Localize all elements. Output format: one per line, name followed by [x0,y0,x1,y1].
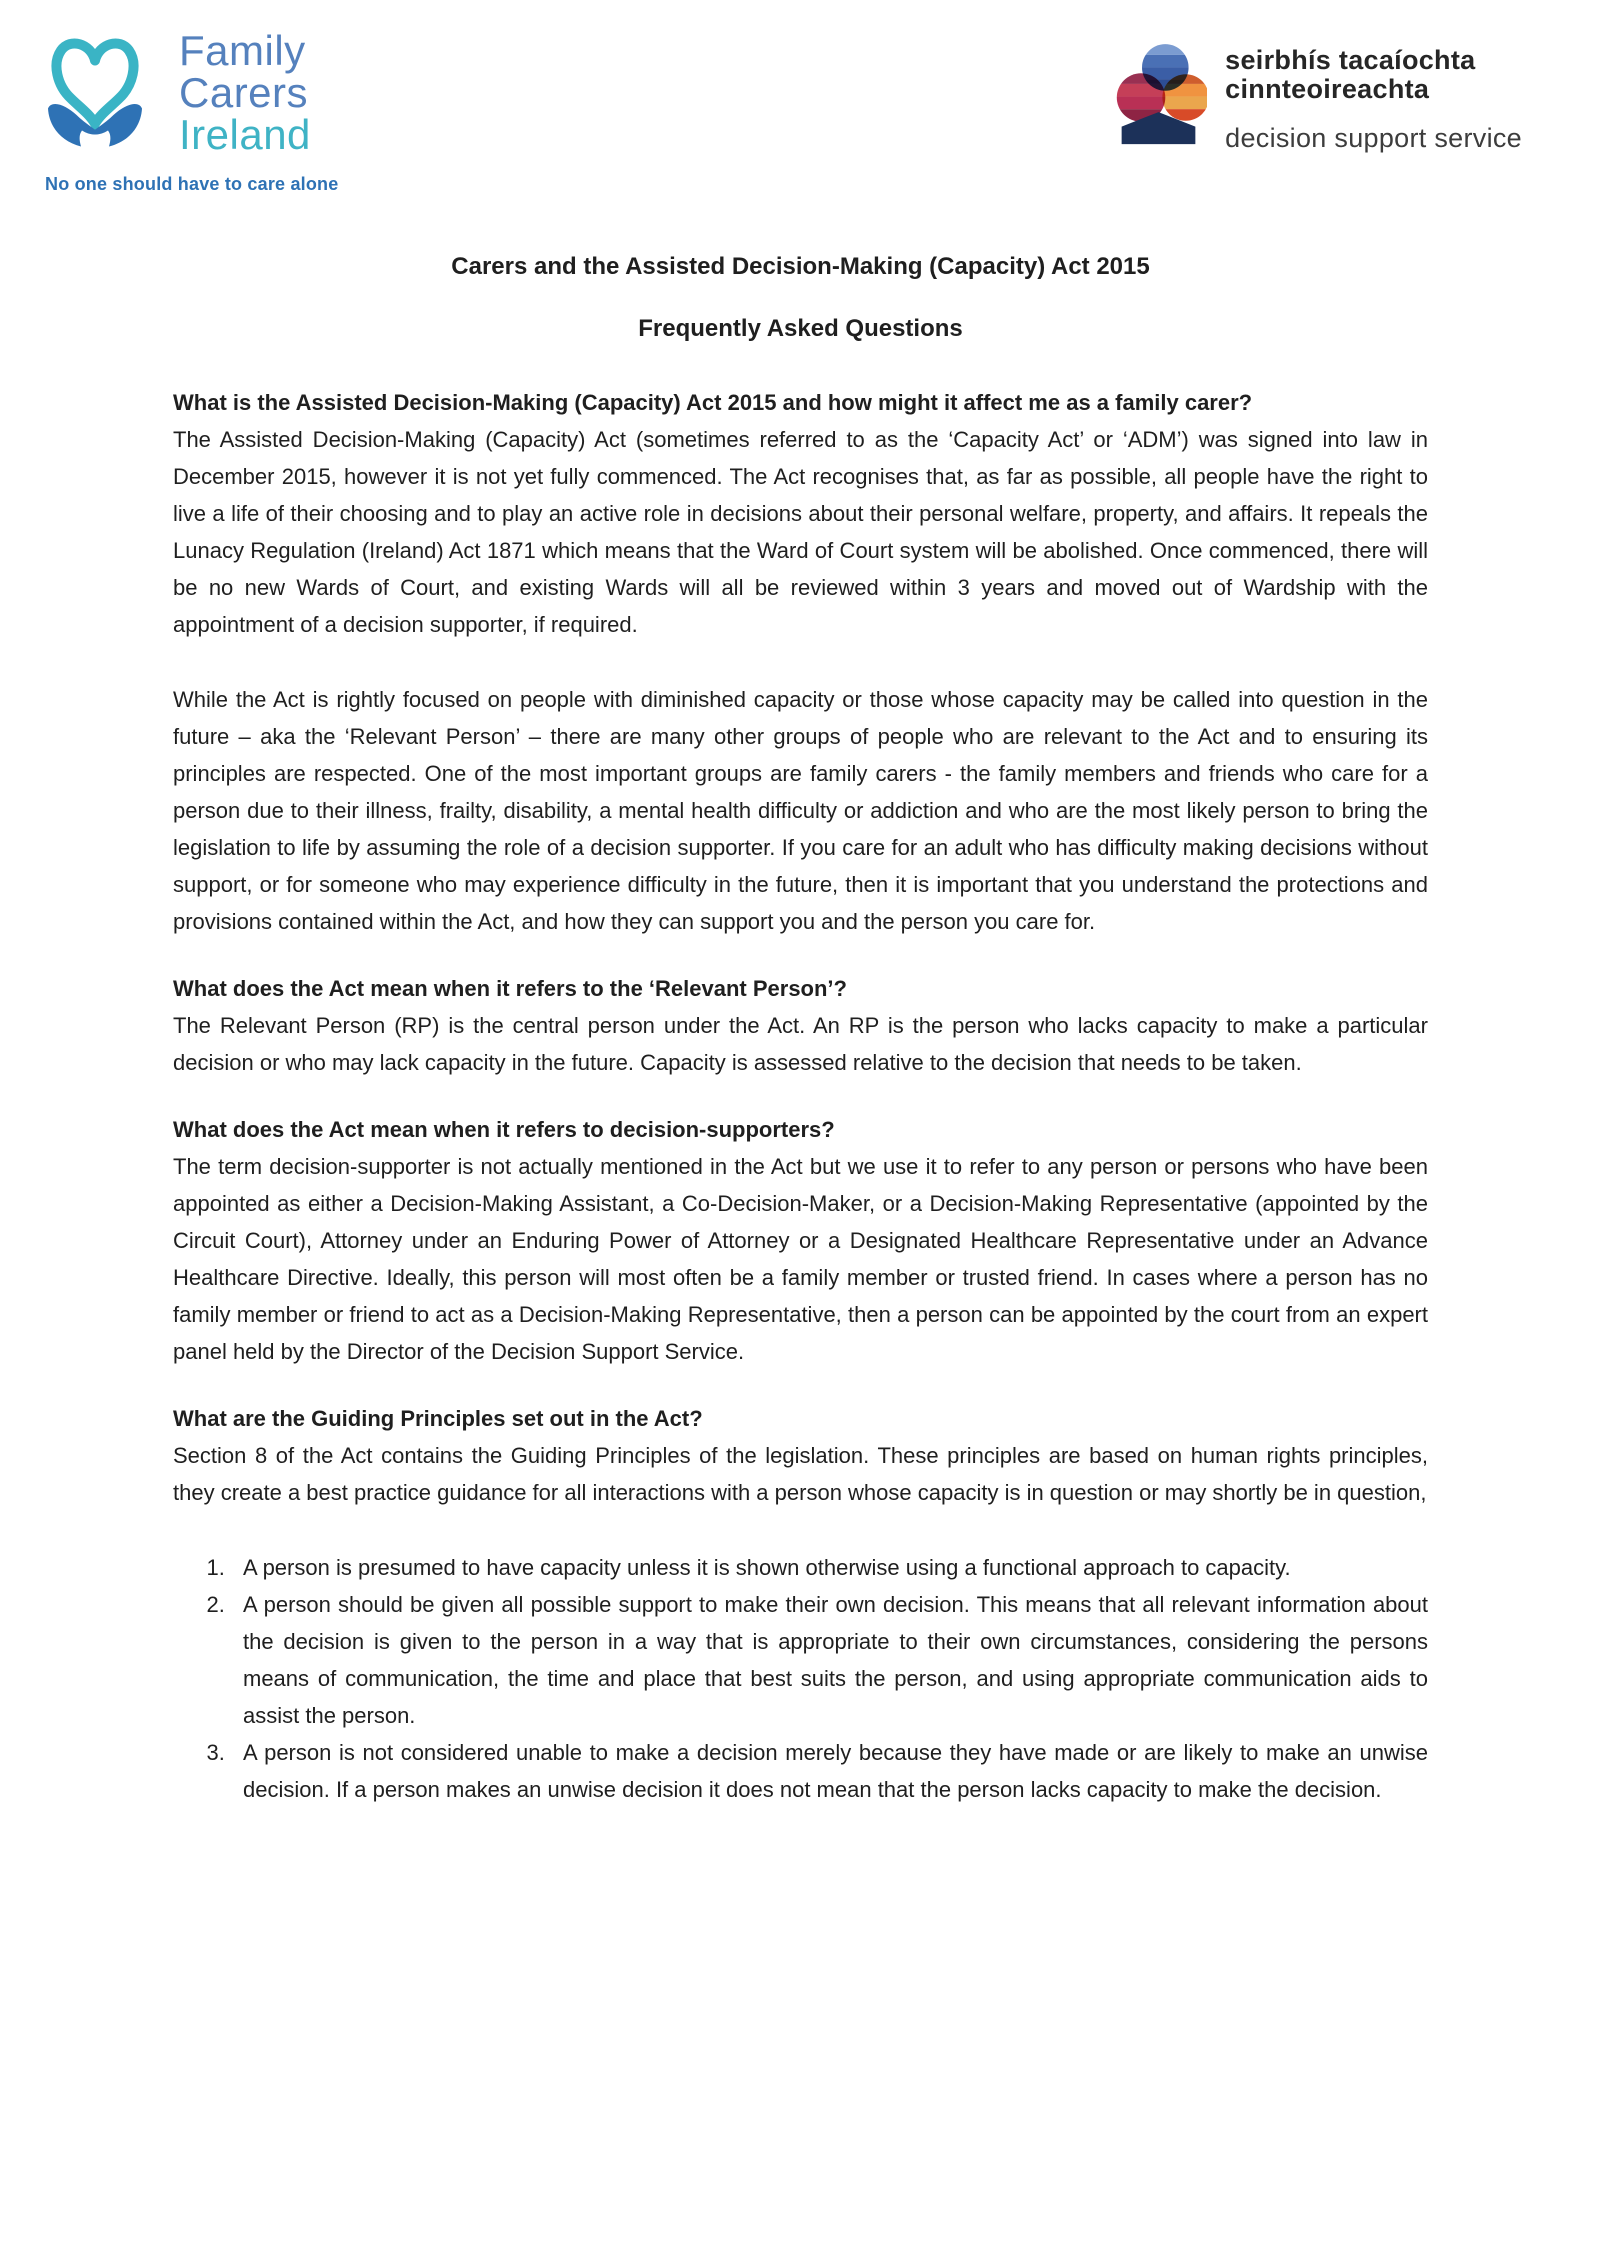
section-heading: What are the Guiding Principles set out in the Act? [173,1406,703,1431]
section-paragraph: The Relevant Person (RP) is the central person under the Act. An RP is the person who lacks capacity to make a particular decision or who may lack capacity in the future. Capacity is assessed relative to the decision that needs to be taken. [173,1013,1428,1075]
dss-irish-line: seirbhís tacaíochta [1225,45,1476,75]
section-heading: What does the Act mean when it refers to decision-supporters? [173,1117,835,1142]
fci-name-line: Family [179,27,306,74]
section-heading: What is the Assisted Decision-Making (Capacity) Act 2015 and how might it affect me as a family carer? [173,390,1253,415]
dss-english-line: decision support service [1225,123,1522,153]
faq-section-guiding-principles [173,1400,1428,1808]
guiding-principles-list [173,1549,1428,1808]
document-subtitle: Frequently Asked Questions [638,315,963,342]
section-paragraph: The Assisted Decision-Making (Capacity) Act (sometimes referred to as the ‘Capacity Act’ or ‘ADM’) was signed into law in December 2015, however it is not yet fully commenced. The Act recognises that, as far as possible, all people have the right to live a life of their choosing and to play an active role in decisions about their personal welfare, property, and affairs. It repeals the Lunacy Regulation (Ireland) Act 1871 which means that the Ward of Court system will be abolished. Once commenced, there will be no new Wards of Court, and existing Wards will all be reviewed within 3 years and moved out of Wardship with the appointment of a decision supporter, if required. [173,427,1428,637]
fci-tagline: No one should have to care alone [45,174,339,194]
fci-name-line: Carers [179,69,309,116]
section-paragraph: While the Act is rightly focused on people with diminished capacity or those whose capacity may be called into question in the future – aka the ‘Relevant Person’ – there are many other groups of people who are relevant to the Act and to ensuring its principles are respected. One of the most important groups are family carers - the family members and friends who care for a person due to their illness, frailty, disability, a mental health difficulty or addiction and who are the most likely person to bring the legislation to life by assuming the role of a decision supporter. If you care for an adult who has difficulty making decisions without support, or for someone who may experience difficulty in the future, then it is important that you understand the protections and provisions contained within the Act, and how they can support you and the person you care for. [173,687,1428,934]
list-item: 3. A person is not considered unable to make a decision merely because they have made or are likely to make an unwise decision. If a person makes an unwise decision it does not mean that the person lacks capacity to make the decision. [231,1734,1428,1808]
document-title: Carers and the Assisted Decision-Making (Capacity) Act 2015 [451,253,1150,280]
dss-irish-line: cinnteoireachta [1225,74,1430,104]
faq-section-relevant-person [173,970,1428,1081]
faq-section-act-overview [173,384,1428,940]
heart-hands-icon [45,28,145,168]
list-item: 2. A person should be given all possible support to make their own decision. This means that all relevant information about the decision is given to the person in a way that is appropriate to their own circumstances, considering the persons means of communication, the time and place that best suits the person, and using appropriate communication aids to assist the person. [231,1586,1428,1734]
fci-name-line: Ireland [179,111,311,158]
list-item: 1. A person is presumed to have capacity unless it is shown otherwise using a functional approach to capacity. [231,1549,1428,1586]
section-paragraph: Section 8 of the Act contains the Guiding Principles of the legislation. These principles are based on human rights principles, they create a best practice guidance for all interactions with a person whose capacity is in question or may shortly be in question, [173,1443,1428,1505]
document-content [173,0,1428,1838]
faq-section-decision-supporters [173,1111,1428,1370]
section-heading: What does the Act mean when it refers to the ‘Relevant Person’? [173,976,847,1001]
section-paragraph: The term decision-supporter is not actually mentioned in the Act but we use it to refer to any person or persons who have been appointed as either a Decision-Making Assistant, a Co-Decision-Maker, or a Decision-Making Representative (appointed by the Circuit Court), Attorney under an Enduring Power of Attorney or a Designated Healthcare Representative under an Advance Healthcare Directive. Ideally, this person will most often be a family member or trusted friend. In cases where a person has no family member or friend to act as a Decision-Making Representative, then a person can be appointed by the court from an expert panel held by the Director of the Decision Support Service. [173,1154,1428,1364]
